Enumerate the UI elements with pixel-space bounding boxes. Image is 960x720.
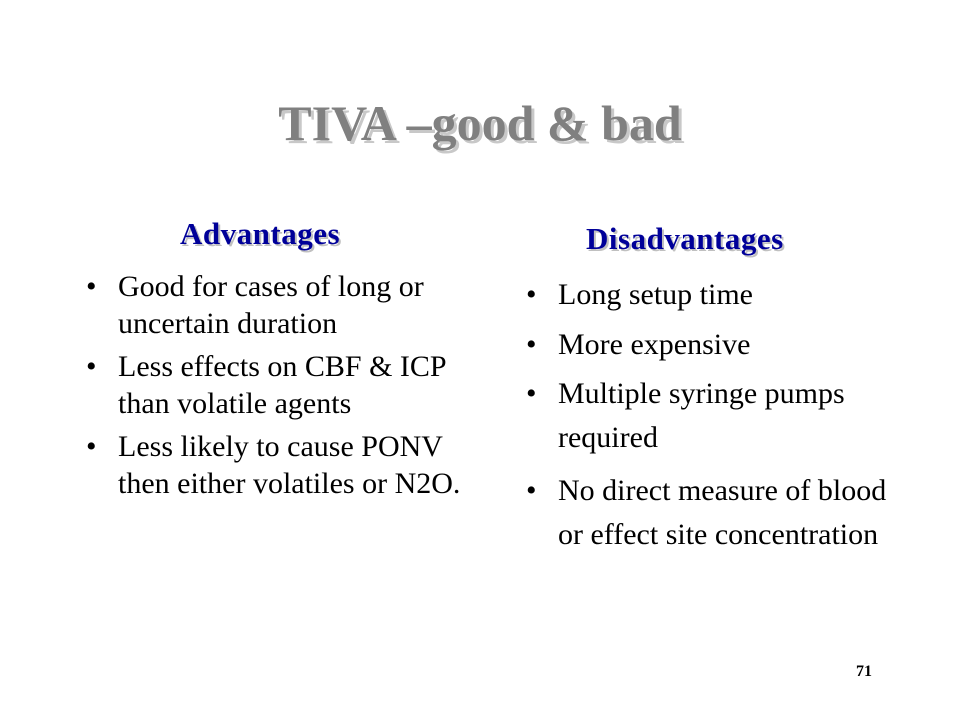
list-item-text: Long setup time [558, 278, 753, 311]
slide-title: TIVA –good & bad [278, 95, 682, 151]
list-item-text: More expensive [558, 328, 751, 361]
bullet-icon: • [526, 278, 537, 311]
list-item-text: Good for cases of long or uncertain duration [118, 270, 424, 340]
disadvantages-heading: Disadvantages [586, 221, 784, 256]
list-item [526, 372, 906, 460]
list-item [86, 428, 476, 502]
list-item-text: Less likely to cause PONV then either volatiles or N2O. [118, 430, 461, 500]
bullet-icon: • [86, 430, 97, 463]
advantages-list [86, 268, 476, 508]
list-item-text: Less effects on CBF & ICP than volatile agents [118, 350, 446, 420]
bullet-icon: • [526, 328, 537, 361]
list-item-text: No direct measure of blood or effect site concentration [558, 474, 887, 551]
disadvantages-list [526, 276, 906, 570]
bullet-icon: • [86, 270, 97, 303]
list-item [86, 348, 476, 422]
list-item [526, 326, 906, 363]
bullet-icon: • [526, 474, 537, 507]
list-item-text: Multiple syringe pumps required [558, 377, 845, 454]
bullet-icon: • [86, 350, 97, 383]
slide-number: 71 [856, 663, 872, 680]
advantages-heading: Advantages [180, 216, 341, 251]
list-item [86, 268, 476, 342]
list-item [526, 469, 906, 557]
bullet-icon: • [526, 377, 537, 410]
list-item [526, 276, 906, 313]
